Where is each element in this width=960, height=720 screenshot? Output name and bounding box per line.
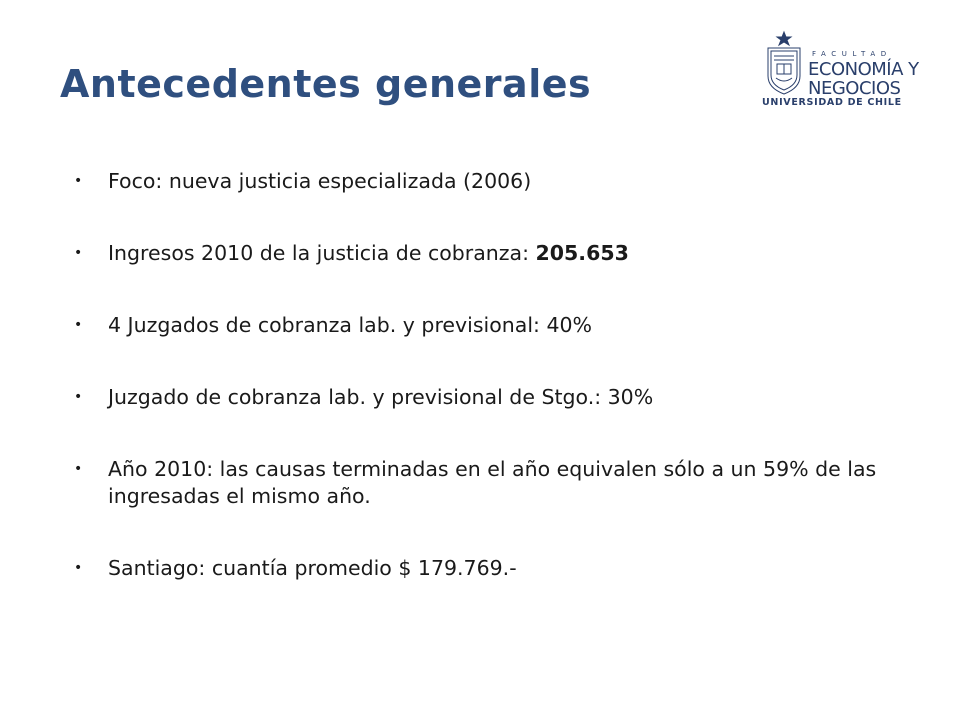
bullet-text: Año 2010: las causas terminadas en el año equivalen sólo a un 59% de las ingresadas el mismo año. (108, 457, 877, 508)
bullet-item (74, 312, 904, 339)
bullet-item (74, 555, 904, 582)
logo-university-text: UNIVERSIDAD DE CHILE (762, 97, 902, 108)
bullet-dot-icon: • (74, 389, 83, 405)
bullet-item (74, 456, 904, 510)
faculty-logo (762, 30, 919, 110)
bullet-dot-icon: • (74, 560, 83, 576)
bullet-emphasis-value: 205.653 (535, 241, 629, 265)
bullet-list (74, 168, 904, 627)
bullet-dot-icon: • (74, 245, 83, 261)
logo-facultad-text: FACULTAD (812, 50, 892, 58)
logo-economia-text: ECONOMÍA Y (808, 59, 919, 80)
bullet-text: 4 Juzgados de cobranza lab. y previsional: 40% (108, 313, 593, 337)
bullet-text: Ingresos 2010 de la justicia de cobranza: (108, 241, 536, 265)
slide-title: Antecedentes generales (60, 62, 592, 106)
bullet-text: Juzgado de cobranza lab. y previsional de Stgo.: 30% (108, 385, 654, 409)
bullet-item (74, 240, 904, 267)
bullet-dot-icon: • (74, 461, 83, 477)
bullet-item (74, 168, 904, 195)
logo-negocios-text: NEGOCIOS (808, 78, 901, 99)
bullet-dot-icon: • (74, 173, 83, 189)
bullet-text: Foco: nueva justicia especializada (2006) (108, 169, 532, 193)
bullet-item (74, 384, 904, 411)
bullet-text: Santiago: cuantía promedio $ 179.769.- (108, 556, 517, 580)
bullet-dot-icon: • (74, 317, 83, 333)
